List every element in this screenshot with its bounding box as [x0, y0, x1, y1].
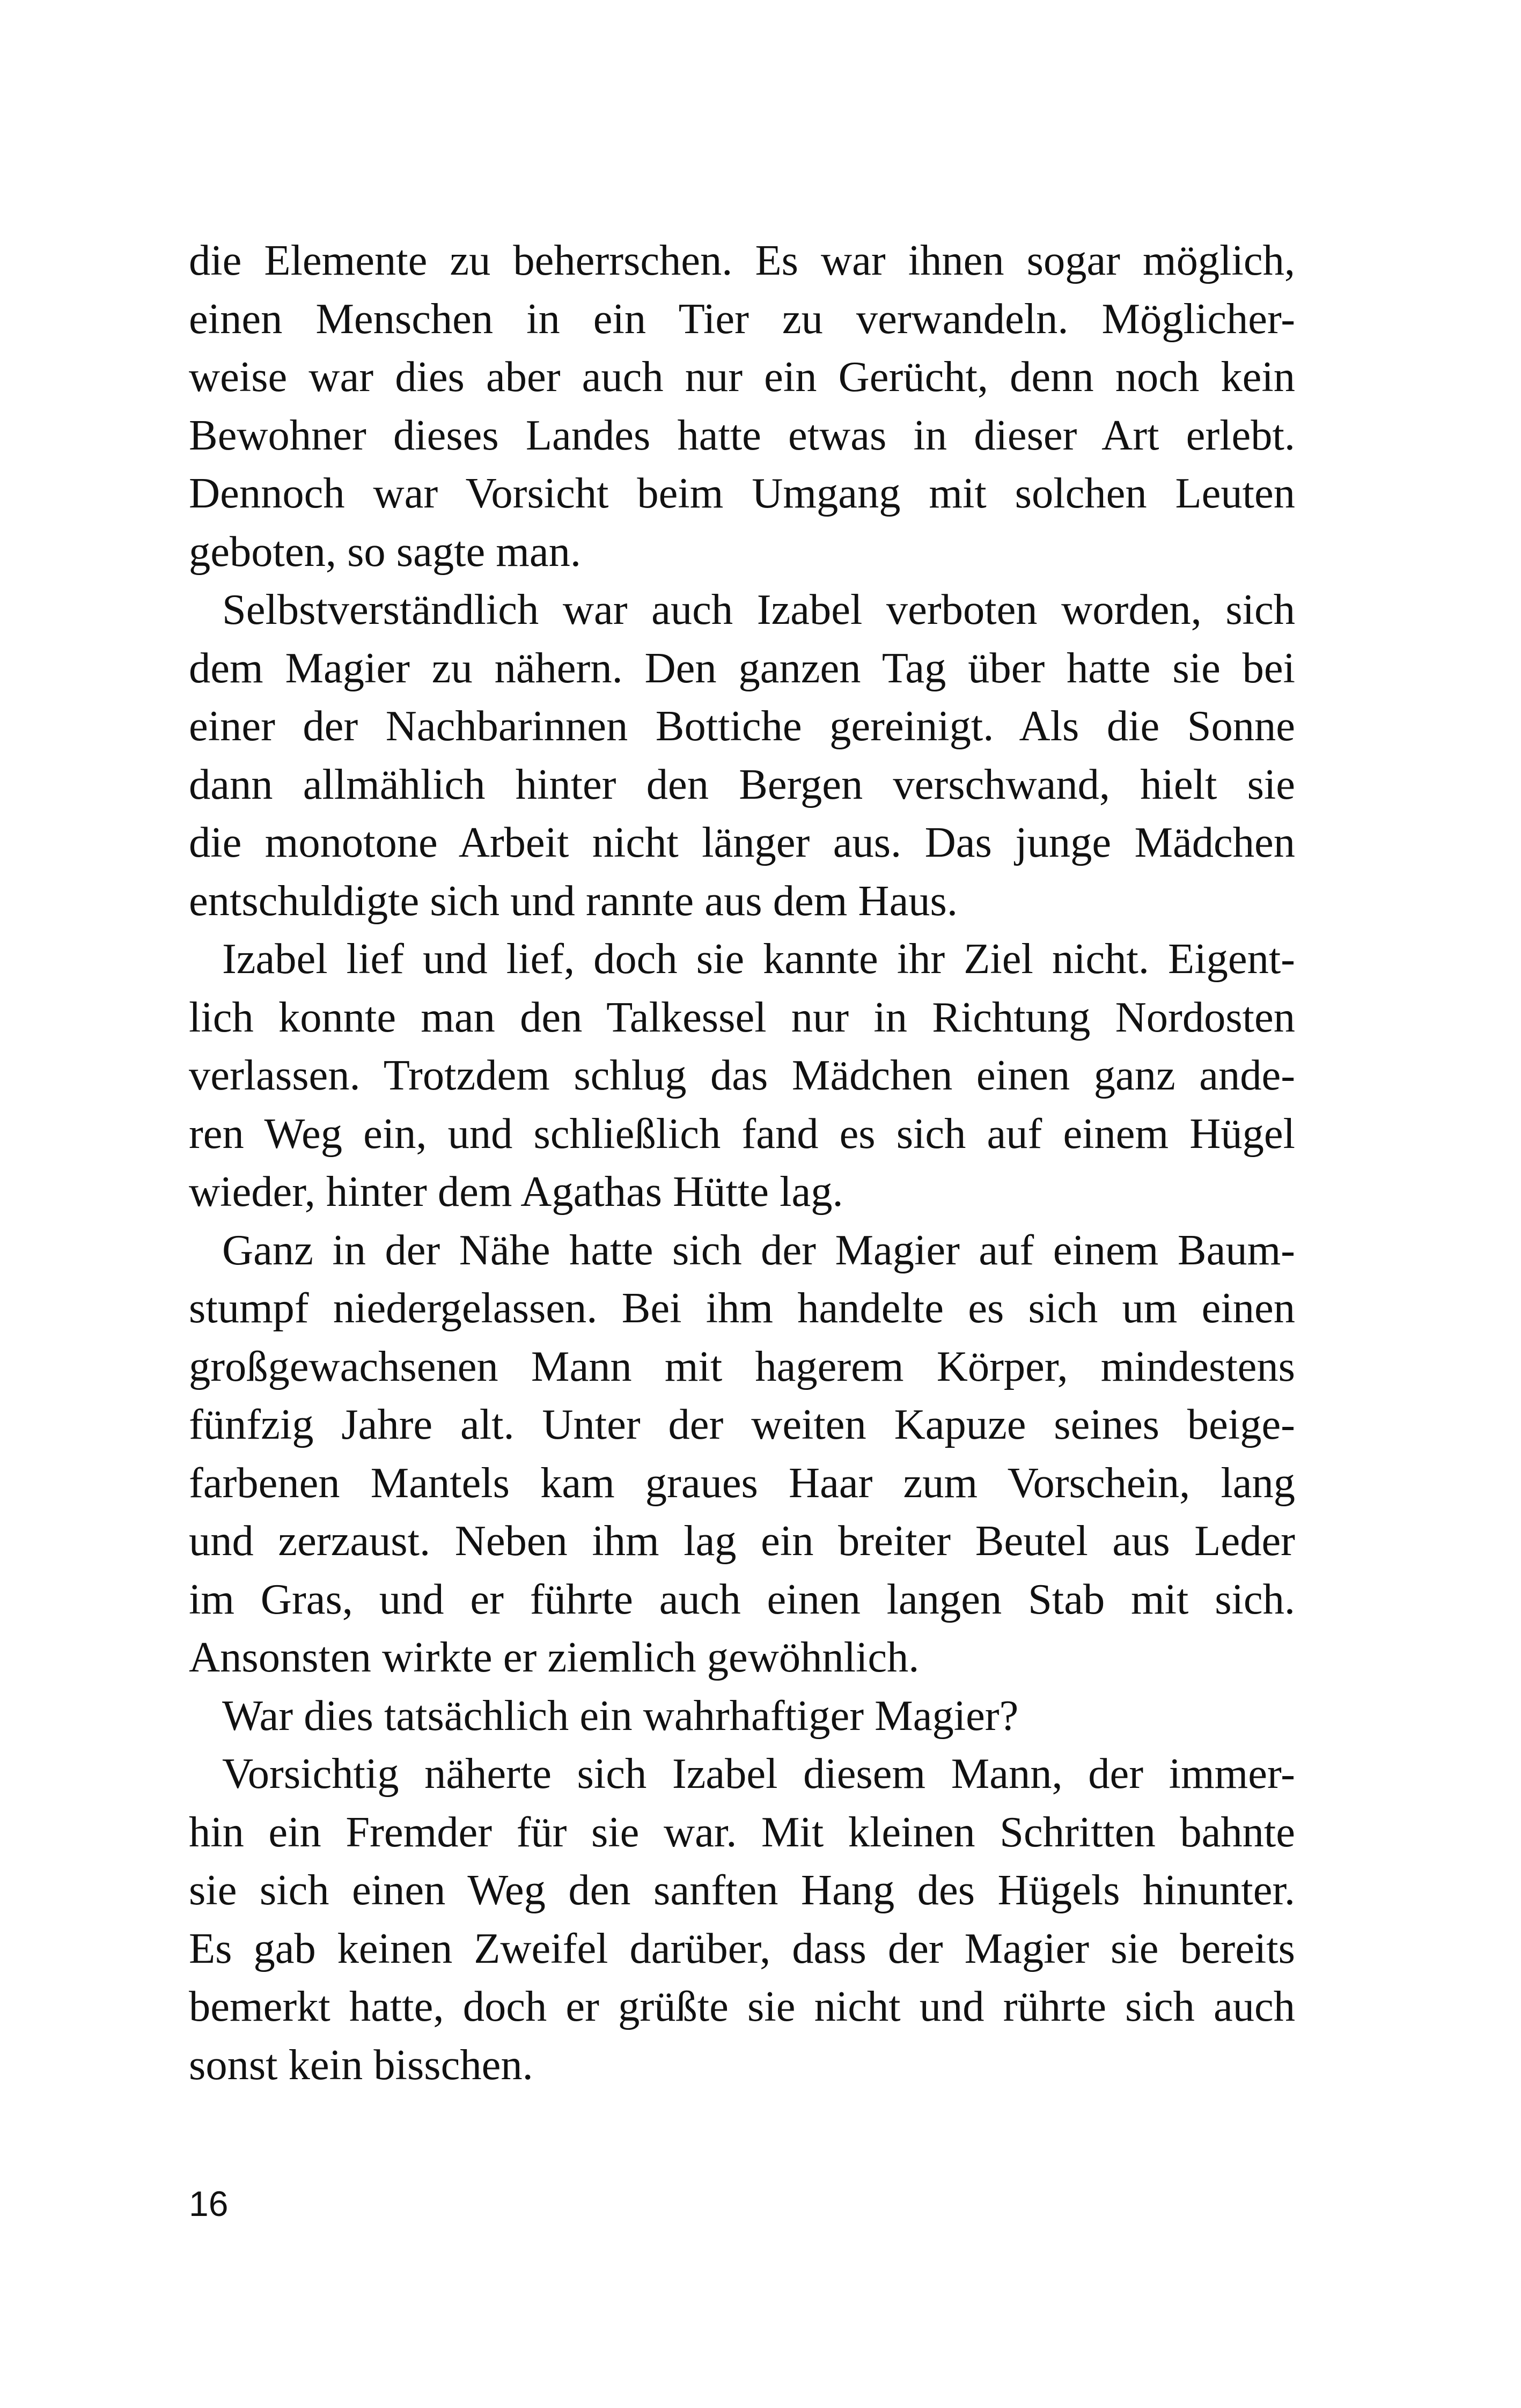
- text-line: entschuldigte sich und rannte aus dem Haus.: [189, 877, 958, 925]
- body-text: [189, 232, 1295, 2094]
- text-line: farbenen Mantels kam graues Haar zum Vorschein, lang: [189, 1459, 1295, 1507]
- text-line: Es gab keinen Zweifel darüber, dass der Magier sie bereits: [189, 1924, 1295, 1972]
- text-line: einen Menschen in ein Tier zu verwandeln. Möglicher-: [189, 294, 1295, 343]
- text-line: großgewachsenen Mann mit hagerem Körper, mindestens: [189, 1342, 1295, 1390]
- text-line: hin ein Fremder für sie war. Mit kleinen Schritten bahnte: [189, 1808, 1295, 1856]
- paragraph: [189, 1221, 1295, 1687]
- paragraph: [189, 930, 1295, 1221]
- text-line: Izabel lief und lief, doch sie kannte ihr Ziel nicht. Eigent-: [222, 935, 1295, 983]
- text-line: im Gras, und er führte auch einen langen Stab mit sich.: [189, 1575, 1295, 1623]
- page-number: 16: [189, 2184, 229, 2223]
- text-line: wieder, hinter dem Agathas Hütte lag.: [189, 1168, 843, 1216]
- text-line: lich konnte man den Talkessel nur in Richtung Nordosten: [189, 993, 1295, 1041]
- text-line: ren Weg ein, und schließlich fand es sich auf einem Hügel: [189, 1109, 1295, 1158]
- text-line: einer der Nachbarinnen Bottiche gereinigt. Als die Sonne: [189, 702, 1295, 750]
- text-line: Vorsichtig näherte sich Izabel diesem Mann, der immer-: [222, 1750, 1295, 1798]
- text-line: bemerkt hatte, doch er grüßte sie nicht und rührte sich auch: [189, 1983, 1295, 2030]
- text-line: dem Magier zu nähern. Den ganzen Tag über hatte sie bei: [189, 644, 1295, 692]
- text-line: geboten, so sagte man.: [189, 527, 582, 576]
- text-line: fünfzig Jahre alt. Unter der weiten Kapuze seines beige-: [189, 1401, 1295, 1448]
- paragraph: [189, 1745, 1295, 2094]
- text-line: sonst kein bisschen.: [189, 2041, 533, 2089]
- paragraph: [189, 232, 1295, 581]
- text-line: und zerzaust. Neben ihm lag ein breiter Beutel aus Leder: [189, 1517, 1295, 1565]
- text-line: Bewohner dieses Landes hatte etwas in dieser Art erlebt.: [189, 411, 1295, 459]
- text-line: War dies tatsächlich ein wahrhaftiger Magier?: [222, 1691, 1019, 1740]
- paragraph: [189, 1687, 1295, 1746]
- paragraph: [189, 581, 1295, 930]
- text-line: Ganz in der Nähe hatte sich der Magier auf einem Baum-: [222, 1226, 1295, 1274]
- text-line: weise war dies aber auch nur ein Gerücht, denn noch kein: [189, 353, 1295, 401]
- text-line: Ansonsten wirkte er ziemlich gewöhnlich.: [189, 1633, 920, 1681]
- text-line: Dennoch war Vorsicht beim Umgang mit solchen Leuten: [189, 469, 1295, 517]
- text-line: die monotone Arbeit nicht länger aus. Das junge Mädchen: [189, 819, 1295, 866]
- text-line: verlassen. Trotzdem schlug das Mädchen einen ganz ande-: [189, 1051, 1295, 1099]
- text-line: sie sich einen Weg den sanften Hang des Hügels hinunter.: [189, 1866, 1295, 1914]
- text-line: dann allmählich hinter den Bergen verschwand, hielt sie: [189, 760, 1295, 808]
- text-line: die Elemente zu beherrschen. Es war ihnen sogar möglich,: [189, 237, 1295, 284]
- text-line: stumpf niedergelassen. Bei ihm handelte es sich um einen: [189, 1284, 1295, 1332]
- text-line: Selbstverständlich war auch Izabel verboten worden, sich: [222, 586, 1295, 634]
